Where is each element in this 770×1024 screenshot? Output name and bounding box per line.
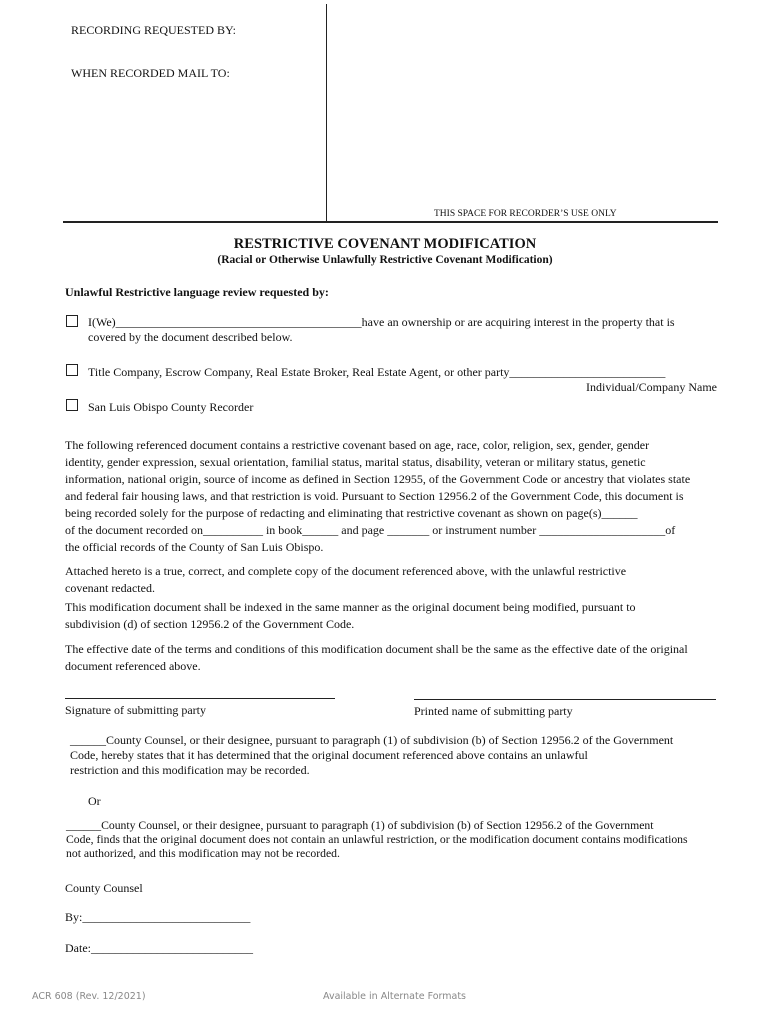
signature-label: Signature of submitting party xyxy=(65,703,206,717)
recorder-checkbox[interactable] xyxy=(66,399,78,411)
counsel-deny-paragraph xyxy=(66,819,736,861)
owner-option-line2: covered by the document described below. xyxy=(88,330,293,344)
body-line: of the document recorded on__________ in book______ and page _______ or instrument number _____________________of xyxy=(65,523,676,537)
when-recorded-mail-to-label: WHEN RECORDED MAIL TO: xyxy=(71,66,230,80)
printed-name-line[interactable] xyxy=(414,699,716,700)
counsel-deny-line: Code, finds that the original document does not contain an unlawful restriction, or the modification document contains modifications xyxy=(66,833,688,846)
body-line: and federal fair housing laws, and that restriction is void. Pursuant to Section 12956.2 of the Government Code, this document is xyxy=(65,489,684,503)
recording-requested-by-label: RECORDING REQUESTED BY: xyxy=(71,23,236,37)
or-label: Or xyxy=(88,794,101,808)
review-requested-label: Unlawful Restrictive language review requested by: xyxy=(65,285,329,299)
form-id-footer: ACR 608 (Rev. 12/2021) xyxy=(32,991,146,1002)
counsel-approve-line: Code, hereby states that it has determined that the original document referenced above contains an unlawful xyxy=(70,748,588,762)
effective-line: The effective date of the terms and conditions of this modification document shall be the same as the effective date of the original xyxy=(65,642,688,656)
counsel-approve-line: restriction and this modification may be recorded. xyxy=(70,763,310,777)
header-divider-vertical xyxy=(326,4,327,223)
signature-line[interactable] xyxy=(65,698,335,699)
alternate-formats-footer: Available in Alternate Formats xyxy=(323,991,467,1002)
counsel-approve-paragraph xyxy=(70,733,724,778)
header-divider-horizontal xyxy=(63,221,718,223)
effective-paragraph xyxy=(65,641,725,675)
body-line: identity, gender expression, sexual orientation, familial status, marital status, disability, veteran or military status, genetic xyxy=(65,455,646,469)
counsel-approve-line: ______County Counsel, or their designee, pursuant to paragraph (1) of subdivision (b) of Section 12956.2 of the Government xyxy=(70,733,674,747)
recorder-option-label: San Luis Obispo County Recorder xyxy=(88,400,254,414)
attached-line: covenant redacted. xyxy=(65,581,155,595)
by-field[interactable]: By:____________________________ xyxy=(65,910,251,924)
recorder-space-label: THIS SPACE FOR RECORDER’S USE ONLY xyxy=(434,209,617,219)
attached-line: Attached hereto is a true, correct, and complete copy of the document referenced above, with the unlawful restrictive xyxy=(65,564,627,578)
counsel-deny-line: ______County Counsel, or their designee, pursuant to paragraph (1) of subdivision (b) of Section 12956.2 of the Government xyxy=(66,819,654,832)
date-field[interactable]: Date:___________________________ xyxy=(65,941,253,955)
attached-paragraph xyxy=(65,563,725,597)
body-line: the official records of the County of San Luis Obispo. xyxy=(65,540,324,554)
page-subtitle: (Racial or Otherwise Unlawfully Restrictive Covenant Modification) xyxy=(217,254,553,266)
indexed-line: subdivision (d) of section 12956.2 of the Government Code. xyxy=(65,617,355,631)
owner-option-line1: I(We)_________________________________________have an ownership or are acquiring interest in the property that is xyxy=(88,315,675,329)
page-title: RESTRICTIVE COVENANT MODIFICATION xyxy=(233,236,537,252)
owner-checkbox[interactable] xyxy=(66,315,78,327)
indexed-line: This modification document shall be indexed in the same manner as the original document being modified, pursuant to xyxy=(65,600,636,614)
company-name-caption: Individual/Company Name xyxy=(586,380,717,394)
county-counsel-label: County Counsel xyxy=(65,881,143,895)
body-line: The following referenced document contains a restrictive covenant based on age, race, color, religion, sex, gender, gender xyxy=(65,438,650,452)
company-option-line: Title Company, Escrow Company, Real Estate Broker, Real Estate Agent, or other party__________________________ xyxy=(88,365,666,379)
body-line: being recorded solely for the purpose of redacting and eliminating that restrictive covenant as shown on page(s)______ xyxy=(65,506,638,520)
company-checkbox[interactable] xyxy=(66,364,78,376)
body-line: information, national origin, source of income as defined in Section 12955, of the Government Code or ancestry that violates state xyxy=(65,472,691,486)
indexed-paragraph xyxy=(65,599,725,633)
effective-line: document referenced above. xyxy=(65,659,201,673)
counsel-deny-line: not authorized, and this modification may not be recorded. xyxy=(66,847,340,860)
body-paragraph xyxy=(65,437,725,556)
printed-name-label: Printed name of submitting party xyxy=(414,704,573,718)
